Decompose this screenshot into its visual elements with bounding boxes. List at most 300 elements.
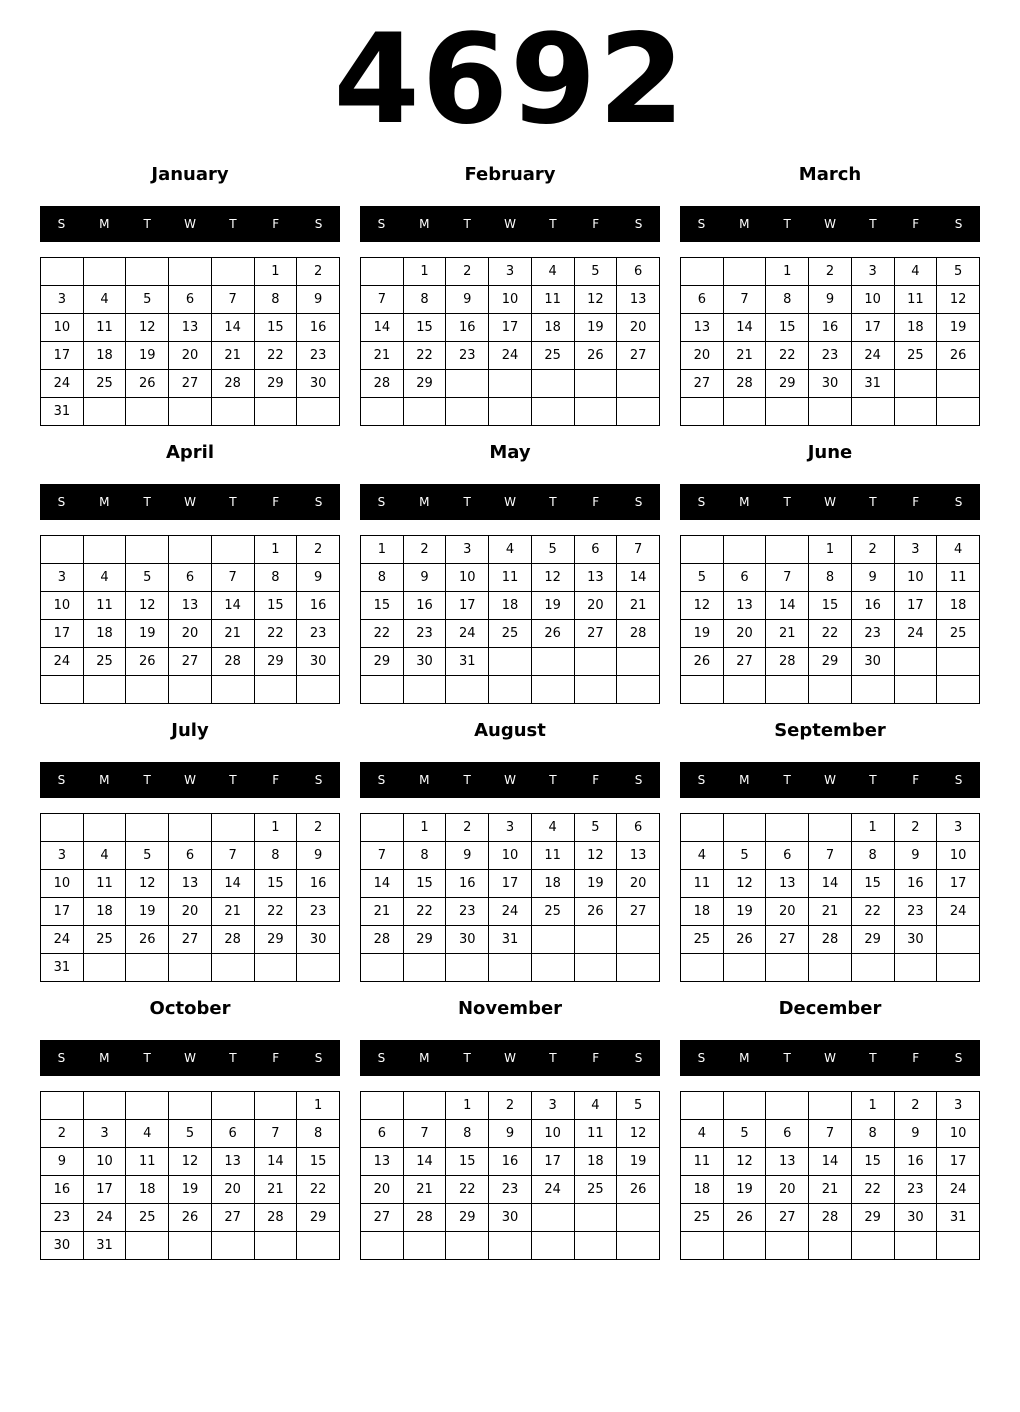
day-cell: 9 bbox=[41, 1148, 84, 1176]
day-cell bbox=[254, 1092, 297, 1120]
day-cell bbox=[617, 954, 660, 982]
weekday-header bbox=[360, 206, 660, 242]
day-cell: 3 bbox=[41, 564, 84, 592]
day-cell bbox=[126, 1232, 169, 1260]
weekday-label: F bbox=[592, 217, 600, 231]
day-cell: 25 bbox=[894, 342, 937, 370]
day-cell: 15 bbox=[403, 314, 446, 342]
day-cell: 29 bbox=[297, 1204, 340, 1232]
day-cell: 19 bbox=[574, 870, 617, 898]
weekday-header bbox=[360, 484, 660, 520]
day-cell bbox=[83, 398, 126, 426]
day-cell bbox=[169, 536, 212, 564]
day-cell: 2 bbox=[297, 814, 340, 842]
weekday-label: W bbox=[504, 773, 516, 787]
weekday-label: M bbox=[739, 1051, 750, 1065]
week-row bbox=[361, 1232, 660, 1260]
day-cell: 28 bbox=[254, 1204, 297, 1232]
day-cell bbox=[809, 398, 852, 426]
day-cell bbox=[211, 814, 254, 842]
day-cell bbox=[617, 648, 660, 676]
day-cell: 6 bbox=[617, 258, 660, 286]
day-grid bbox=[680, 257, 980, 426]
day-cell bbox=[361, 398, 404, 426]
day-cell: 17 bbox=[489, 314, 532, 342]
day-cell: 21 bbox=[211, 898, 254, 926]
day-cell: 28 bbox=[361, 926, 404, 954]
day-cell bbox=[297, 954, 340, 982]
day-cell: 20 bbox=[617, 314, 660, 342]
day-cell: 7 bbox=[766, 564, 809, 592]
day-cell: 2 bbox=[894, 814, 937, 842]
weekday-label: S bbox=[634, 495, 643, 509]
day-cell: 28 bbox=[361, 370, 404, 398]
day-cell: 21 bbox=[809, 1176, 852, 1204]
day-cell bbox=[41, 1092, 84, 1120]
day-cell bbox=[617, 1232, 660, 1260]
day-cell bbox=[574, 398, 617, 426]
day-cell bbox=[617, 926, 660, 954]
day-cell bbox=[211, 676, 254, 704]
day-cell: 5 bbox=[574, 814, 617, 842]
week-row bbox=[41, 564, 340, 592]
day-cell: 2 bbox=[403, 536, 446, 564]
day-cell: 21 bbox=[723, 342, 766, 370]
day-cell: 15 bbox=[361, 592, 404, 620]
day-cell: 10 bbox=[851, 286, 894, 314]
day-cell: 21 bbox=[617, 592, 660, 620]
day-cell: 5 bbox=[169, 1120, 212, 1148]
day-cell: 7 bbox=[211, 842, 254, 870]
day-cell bbox=[809, 814, 852, 842]
day-cell: 17 bbox=[41, 898, 84, 926]
week-row bbox=[361, 1148, 660, 1176]
day-cell: 27 bbox=[574, 620, 617, 648]
day-cell: 15 bbox=[851, 1148, 894, 1176]
day-cell: 15 bbox=[403, 870, 446, 898]
day-cell: 30 bbox=[851, 648, 894, 676]
week-row bbox=[681, 1148, 980, 1176]
day-cell bbox=[766, 954, 809, 982]
day-cell: 17 bbox=[489, 870, 532, 898]
weekday-header bbox=[40, 762, 340, 798]
day-cell: 17 bbox=[937, 1148, 980, 1176]
day-cell: 26 bbox=[617, 1176, 660, 1204]
day-cell: 13 bbox=[766, 1148, 809, 1176]
day-cell: 11 bbox=[681, 1148, 724, 1176]
day-cell: 22 bbox=[254, 342, 297, 370]
day-cell bbox=[681, 258, 724, 286]
day-cell: 30 bbox=[894, 926, 937, 954]
day-cell bbox=[361, 814, 404, 842]
weekday-header bbox=[40, 484, 340, 520]
day-cell: 27 bbox=[169, 648, 212, 676]
weekday-label: W bbox=[824, 773, 836, 787]
day-cell bbox=[169, 954, 212, 982]
week-row bbox=[361, 564, 660, 592]
day-cell: 8 bbox=[403, 286, 446, 314]
weekday-label: T bbox=[783, 217, 791, 231]
week-row bbox=[681, 286, 980, 314]
day-cell: 2 bbox=[41, 1120, 84, 1148]
weekday-header bbox=[680, 484, 980, 520]
day-cell: 13 bbox=[574, 564, 617, 592]
day-cell: 26 bbox=[126, 370, 169, 398]
day-cell bbox=[403, 1232, 446, 1260]
day-cell: 5 bbox=[574, 258, 617, 286]
day-cell: 19 bbox=[723, 1176, 766, 1204]
day-cell bbox=[126, 258, 169, 286]
weekday-label: M bbox=[739, 495, 750, 509]
day-cell: 27 bbox=[723, 648, 766, 676]
day-cell: 19 bbox=[723, 898, 766, 926]
week-row bbox=[681, 842, 980, 870]
day-cell: 8 bbox=[254, 286, 297, 314]
day-cell: 11 bbox=[574, 1120, 617, 1148]
day-cell bbox=[126, 814, 169, 842]
day-cell: 25 bbox=[83, 370, 126, 398]
week-row bbox=[41, 1120, 340, 1148]
day-cell bbox=[211, 536, 254, 564]
day-cell: 15 bbox=[297, 1148, 340, 1176]
month-name: April bbox=[165, 442, 215, 463]
day-cell bbox=[681, 814, 724, 842]
weekday-label: T bbox=[549, 1051, 557, 1065]
day-cell bbox=[723, 954, 766, 982]
day-cell bbox=[809, 954, 852, 982]
week-row bbox=[361, 342, 660, 370]
day-cell: 26 bbox=[126, 926, 169, 954]
day-cell: 24 bbox=[489, 342, 532, 370]
day-cell: 23 bbox=[41, 1204, 84, 1232]
day-cell: 14 bbox=[403, 1148, 446, 1176]
day-cell: 14 bbox=[809, 870, 852, 898]
day-cell bbox=[766, 536, 809, 564]
week-row bbox=[41, 648, 340, 676]
day-cell: 14 bbox=[211, 314, 254, 342]
day-cell: 2 bbox=[446, 814, 489, 842]
weekday-label: S bbox=[314, 1051, 323, 1065]
day-cell: 24 bbox=[937, 1176, 980, 1204]
weekday-label: S bbox=[314, 495, 323, 509]
week-row bbox=[361, 314, 660, 342]
day-cell: 8 bbox=[766, 286, 809, 314]
week-row bbox=[361, 954, 660, 982]
day-cell: 21 bbox=[361, 342, 404, 370]
day-cell: 30 bbox=[894, 1204, 937, 1232]
day-cell: 31 bbox=[446, 648, 489, 676]
weekday-label: M bbox=[419, 217, 430, 231]
day-cell: 13 bbox=[681, 314, 724, 342]
day-cell: 15 bbox=[766, 314, 809, 342]
day-cell: 26 bbox=[723, 926, 766, 954]
day-cell: 13 bbox=[361, 1148, 404, 1176]
day-cell bbox=[211, 1092, 254, 1120]
day-cell: 7 bbox=[723, 286, 766, 314]
day-cell: 2 bbox=[894, 1092, 937, 1120]
day-cell: 7 bbox=[809, 1120, 852, 1148]
day-cell: 16 bbox=[297, 592, 340, 620]
weekday-label: T bbox=[783, 773, 791, 787]
day-cell bbox=[937, 648, 980, 676]
day-cell: 18 bbox=[894, 314, 937, 342]
day-cell bbox=[83, 814, 126, 842]
day-cell bbox=[723, 1092, 766, 1120]
day-cell: 25 bbox=[574, 1176, 617, 1204]
day-cell: 3 bbox=[894, 536, 937, 564]
week-row bbox=[41, 954, 340, 982]
day-cell: 19 bbox=[574, 314, 617, 342]
day-cell: 10 bbox=[894, 564, 937, 592]
week-row bbox=[681, 398, 980, 426]
weekday-label: M bbox=[99, 1051, 110, 1065]
weekday-label: W bbox=[184, 495, 196, 509]
weekday-label: S bbox=[697, 495, 706, 509]
day-cell: 2 bbox=[809, 258, 852, 286]
day-cell: 21 bbox=[211, 342, 254, 370]
day-cell: 5 bbox=[937, 258, 980, 286]
day-cell: 29 bbox=[254, 648, 297, 676]
day-cell: 20 bbox=[723, 620, 766, 648]
weekday-label: F bbox=[272, 773, 280, 787]
day-cell: 31 bbox=[83, 1232, 126, 1260]
day-cell: 27 bbox=[766, 1204, 809, 1232]
day-cell: 29 bbox=[851, 1204, 894, 1232]
day-cell bbox=[446, 370, 489, 398]
day-cell: 19 bbox=[617, 1148, 660, 1176]
day-cell: 5 bbox=[531, 536, 574, 564]
weekday-label: W bbox=[824, 217, 836, 231]
day-cell bbox=[617, 1204, 660, 1232]
day-cell: 23 bbox=[446, 342, 489, 370]
day-cell: 25 bbox=[489, 620, 532, 648]
month-name: July bbox=[171, 720, 209, 741]
weekday-label: S bbox=[314, 217, 323, 231]
day-cell: 12 bbox=[723, 870, 766, 898]
week-row bbox=[41, 398, 340, 426]
month-name: January bbox=[151, 164, 229, 185]
day-cell: 11 bbox=[681, 870, 724, 898]
day-cell: 8 bbox=[297, 1120, 340, 1148]
day-cell: 30 bbox=[41, 1232, 84, 1260]
week-row bbox=[361, 536, 660, 564]
day-cell: 15 bbox=[809, 592, 852, 620]
weekday-label: S bbox=[697, 217, 706, 231]
week-row bbox=[361, 1204, 660, 1232]
week-row bbox=[41, 314, 340, 342]
day-cell: 10 bbox=[83, 1148, 126, 1176]
weekday-label: S bbox=[377, 217, 386, 231]
day-cell: 1 bbox=[446, 1092, 489, 1120]
weekday-label: F bbox=[272, 217, 280, 231]
day-cell: 27 bbox=[211, 1204, 254, 1232]
day-cell: 9 bbox=[894, 842, 937, 870]
day-cell bbox=[894, 398, 937, 426]
weekday-label: T bbox=[783, 1051, 791, 1065]
day-cell: 27 bbox=[169, 926, 212, 954]
day-grid bbox=[40, 813, 340, 982]
day-cell: 5 bbox=[126, 564, 169, 592]
day-cell: 4 bbox=[83, 564, 126, 592]
weekday-label: F bbox=[912, 495, 920, 509]
day-cell: 31 bbox=[489, 926, 532, 954]
day-cell: 28 bbox=[211, 370, 254, 398]
day-cell: 2 bbox=[297, 258, 340, 286]
day-cell: 24 bbox=[531, 1176, 574, 1204]
day-cell: 11 bbox=[126, 1148, 169, 1176]
day-cell: 1 bbox=[809, 536, 852, 564]
day-cell bbox=[254, 954, 297, 982]
weekday-label: S bbox=[697, 1051, 706, 1065]
day-cell bbox=[83, 258, 126, 286]
day-cell bbox=[211, 258, 254, 286]
day-cell: 13 bbox=[617, 842, 660, 870]
week-row bbox=[361, 814, 660, 842]
week-row bbox=[41, 620, 340, 648]
day-cell: 23 bbox=[489, 1176, 532, 1204]
week-row bbox=[41, 814, 340, 842]
day-cell: 26 bbox=[723, 1204, 766, 1232]
day-cell: 24 bbox=[937, 898, 980, 926]
day-cell bbox=[851, 398, 894, 426]
day-cell bbox=[446, 1232, 489, 1260]
weekday-label: T bbox=[869, 495, 877, 509]
day-cell bbox=[574, 926, 617, 954]
week-row bbox=[41, 1092, 340, 1120]
day-cell bbox=[681, 398, 724, 426]
day-cell bbox=[937, 1232, 980, 1260]
weekday-label: W bbox=[184, 773, 196, 787]
day-cell bbox=[531, 398, 574, 426]
weekday-label: W bbox=[824, 495, 836, 509]
day-cell bbox=[723, 258, 766, 286]
day-cell: 22 bbox=[446, 1176, 489, 1204]
month-name: November bbox=[457, 998, 563, 1019]
weekday-label: S bbox=[57, 1051, 66, 1065]
day-cell: 23 bbox=[894, 898, 937, 926]
day-cell: 1 bbox=[254, 536, 297, 564]
week-row bbox=[681, 648, 980, 676]
day-cell bbox=[531, 676, 574, 704]
day-cell: 4 bbox=[83, 286, 126, 314]
day-cell: 18 bbox=[937, 592, 980, 620]
weekday-label: W bbox=[504, 217, 516, 231]
day-cell: 25 bbox=[126, 1204, 169, 1232]
day-cell bbox=[723, 814, 766, 842]
day-cell bbox=[894, 676, 937, 704]
week-row bbox=[361, 286, 660, 314]
weekday-label: M bbox=[419, 773, 430, 787]
day-cell: 10 bbox=[41, 592, 84, 620]
day-cell: 7 bbox=[211, 286, 254, 314]
day-cell: 1 bbox=[403, 258, 446, 286]
day-cell bbox=[361, 954, 404, 982]
day-grid bbox=[360, 257, 660, 426]
day-cell bbox=[169, 1232, 212, 1260]
week-row bbox=[361, 926, 660, 954]
day-cell bbox=[937, 676, 980, 704]
day-cell: 22 bbox=[297, 1176, 340, 1204]
day-cell: 26 bbox=[126, 648, 169, 676]
day-cell: 23 bbox=[297, 342, 340, 370]
day-cell bbox=[297, 676, 340, 704]
day-cell: 5 bbox=[723, 842, 766, 870]
day-cell: 9 bbox=[403, 564, 446, 592]
day-cell bbox=[126, 1092, 169, 1120]
weekday-label: S bbox=[57, 217, 66, 231]
day-cell: 1 bbox=[254, 814, 297, 842]
day-cell: 12 bbox=[126, 870, 169, 898]
day-cell: 28 bbox=[809, 926, 852, 954]
day-cell: 7 bbox=[403, 1120, 446, 1148]
day-cell: 19 bbox=[937, 314, 980, 342]
week-row bbox=[681, 870, 980, 898]
day-cell: 18 bbox=[681, 898, 724, 926]
day-cell: 10 bbox=[41, 314, 84, 342]
day-cell bbox=[723, 1232, 766, 1260]
day-cell: 20 bbox=[574, 592, 617, 620]
day-cell: 7 bbox=[254, 1120, 297, 1148]
weekday-label: T bbox=[143, 495, 151, 509]
day-cell bbox=[851, 1232, 894, 1260]
week-row bbox=[361, 398, 660, 426]
day-cell: 11 bbox=[83, 314, 126, 342]
day-cell: 16 bbox=[297, 870, 340, 898]
weekday-label: F bbox=[592, 773, 600, 787]
day-cell: 14 bbox=[809, 1148, 852, 1176]
day-cell: 10 bbox=[41, 870, 84, 898]
day-cell: 9 bbox=[489, 1120, 532, 1148]
day-cell bbox=[83, 536, 126, 564]
day-cell: 8 bbox=[254, 564, 297, 592]
weekday-label: S bbox=[954, 773, 963, 787]
day-cell: 25 bbox=[531, 342, 574, 370]
day-cell: 29 bbox=[361, 648, 404, 676]
day-cell: 29 bbox=[254, 926, 297, 954]
day-cell: 31 bbox=[851, 370, 894, 398]
weekday-label: F bbox=[592, 495, 600, 509]
week-row bbox=[361, 842, 660, 870]
day-cell bbox=[894, 648, 937, 676]
day-cell: 20 bbox=[169, 620, 212, 648]
day-cell bbox=[531, 954, 574, 982]
weekday-label: M bbox=[419, 495, 430, 509]
day-cell: 12 bbox=[617, 1120, 660, 1148]
day-cell bbox=[766, 814, 809, 842]
day-cell: 15 bbox=[254, 314, 297, 342]
day-cell: 28 bbox=[211, 926, 254, 954]
month-name: May bbox=[489, 442, 531, 463]
day-cell bbox=[531, 926, 574, 954]
weekday-label: T bbox=[463, 495, 471, 509]
day-cell: 23 bbox=[446, 898, 489, 926]
day-cell: 12 bbox=[574, 842, 617, 870]
day-cell: 16 bbox=[403, 592, 446, 620]
day-cell bbox=[126, 398, 169, 426]
day-cell: 8 bbox=[361, 564, 404, 592]
day-cell: 20 bbox=[766, 1176, 809, 1204]
month-name: March bbox=[798, 164, 862, 185]
day-grid bbox=[40, 257, 340, 426]
day-cell: 27 bbox=[169, 370, 212, 398]
day-cell bbox=[403, 954, 446, 982]
day-cell: 14 bbox=[254, 1148, 297, 1176]
day-cell: 19 bbox=[126, 342, 169, 370]
day-cell bbox=[937, 398, 980, 426]
day-cell: 25 bbox=[937, 620, 980, 648]
day-cell: 6 bbox=[169, 564, 212, 592]
day-cell bbox=[766, 1232, 809, 1260]
